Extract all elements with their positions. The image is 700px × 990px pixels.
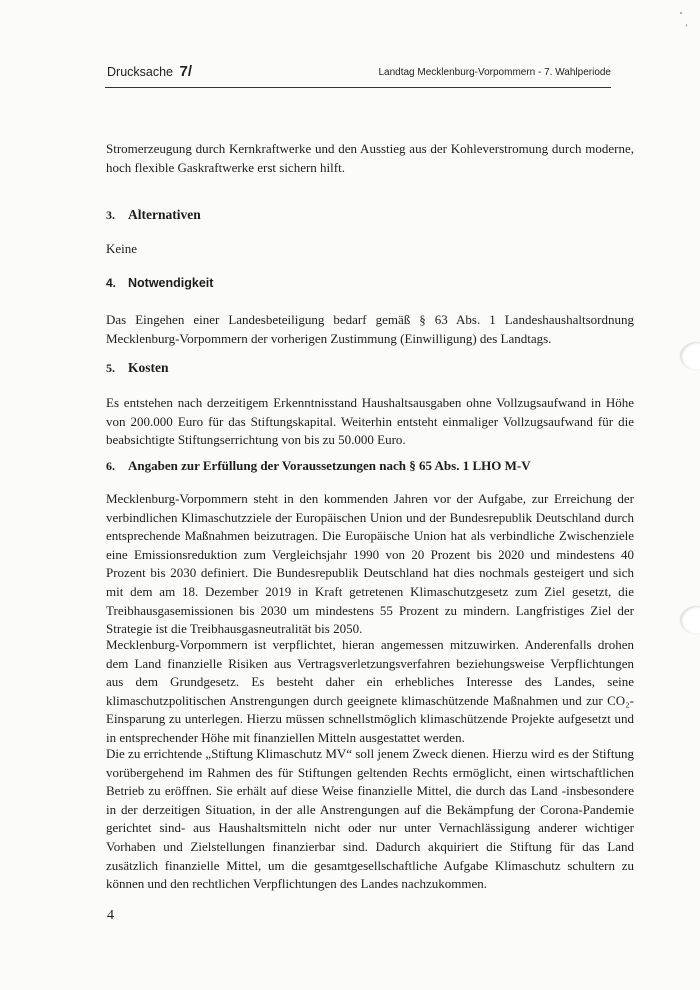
- section-6-paragraph-1: Mecklenburg-Vorpommern steht in den kommenden Jahren vor der Aufgabe, zur Erreichung der verbindlichen Klimaschutzziele der Europäischen Union und der Bundesrepublik Deutschland durch entsprechende Maßnahmen beizutragen. Die Europäische Union hat als verbindliche Zwischenziele eine Emissionsreduktion zum Vergleichsjahr 1990 von 20 Prozent bis 2020 und mindestens 40 Prozent bis 2030 definiert. Die Bundesrepublik Deutschland hat dies nochmals gesteigert und sich mit dem am 18. Dezember 2019 in Kraft getretenen Klimaschutzgesetz zum Ziel gesetzt, die Treibhausgasemissionen bis 2030 um mindestens 55 Prozent zu mindern. Langfristiges Ziel der Strategie ist die Treibhausgasneutralität bis 2050.: [106, 491, 634, 637]
- section-5-text: Es entstehen nach derzeitigem Erkenntnisstand Haushaltsausgaben ohne Vollzugsaufwand in Höhe von 200.000 Euro für das Stiftungskapital. Weiterhin entsteht einmaliger Vollzugsaufwand für die beabsichtigte Stiftungserrichtung von bis zu 50.000 Euro.: [106, 395, 634, 448]
- section-5-number: 5.: [106, 361, 115, 375]
- scan-speck: [680, 12, 682, 14]
- section-3-heading: [106, 207, 201, 223]
- section-5-heading: [106, 360, 169, 376]
- header-document-number: [107, 63, 192, 80]
- section-3-title: Alternativen: [128, 207, 201, 222]
- section-6-paragraph-2: Mecklenburg-Vorpommern ist verpflichtet, hieran angemessen mitzuwirken. Anderenfalls drohen dem Land finanzielle Risiken aus Vertragsverletzungsverfahren beziehungsweise Verpflichtungen aus dem Grundgesetz. Es besteht daher ein erhebliches Interesse des Landes, seine klimaschutzpolitischen Anstrengungen durch geeignete klimaschützende Maßnahmen und zur CO₂-Einsparung zu unterlegen. Hierzu müssen schnellstmöglich klimaschützende Projekte aufgesetzt und in entsprechender Höhe mit finanziellen Mitteln ausgestattet werden.: [106, 637, 634, 745]
- punch-hole-upper: [680, 342, 700, 370]
- header-document-label: Drucksache: [107, 65, 173, 79]
- section-4-number: 4.: [106, 276, 117, 290]
- section-3-number: 3.: [106, 208, 115, 222]
- header-document-id: 7/: [179, 63, 192, 80]
- section-6-title: Angaben zur Erfüllung der Voraussetzungen nach § 65 Abs. 1 LHO M-V: [128, 458, 531, 473]
- intro-paragraph: Stromerzeugung durch Kernkraftwerke und den Ausstieg aus der Kohleverstromung durch moderne, hoch flexible Gaskraftwerke erst sichern hilft.: [106, 141, 634, 175]
- page-number: 4: [107, 908, 114, 923]
- section-5-title: Kosten: [128, 360, 169, 375]
- header-parliament-label: Landtag Mecklenburg-Vorpommern - 7. Wahlperiode: [378, 67, 611, 78]
- header-divider: [105, 87, 611, 88]
- section-4-text: Das Eingehen einer Landesbeteiligung bedarf gemäß § 63 Abs. 1 Landeshaushaltsordnung Mecklenburg-Vorpommern der vorherigen Zustimmung (Einwilligung) des Landtags.: [106, 312, 634, 346]
- section-6-heading: [106, 458, 531, 474]
- section-6-number: 6.: [106, 459, 115, 473]
- section-4-heading: [106, 276, 213, 290]
- section-6-paragraph-3: Die zu errichtende „Stiftung Klimaschutz MV“ soll jenem Zweck dienen. Hierzu wird es der Stiftung vorübergehend im Rahmen des für Stiftungen geltenden Rechts ermöglicht, einen wirtschaftlichen Betrieb zu eröffnen. Sie erhält auf diese Weise finanzielle Mittel, die durch das Land -insbesondere in der derzeitigen Situation, in der alle Anstrengungen auf die Bekämpfung der Corona-Pandemie gerichtet sind- aus Haushaltsmitteln nicht oder nur unter Vernachlässigung anderer wichtiger Vorhaben und Zielstellungen finanzierbar sind. Dadurch akquiriert die Stiftung für das Land zusätzlich finanzielle Mittel, um die gesamtgesellschaftliche Aufgabe Klimaschutz schultern zu können und den rechtlichen Verpflichtungen des Landes nachzukommen.: [106, 746, 634, 892]
- section-3-text: Keine: [106, 241, 138, 256]
- section-4-title: Notwendigkeit: [128, 276, 214, 290]
- punch-hole-lower: [680, 606, 700, 634]
- scan-speck: [686, 24, 687, 27]
